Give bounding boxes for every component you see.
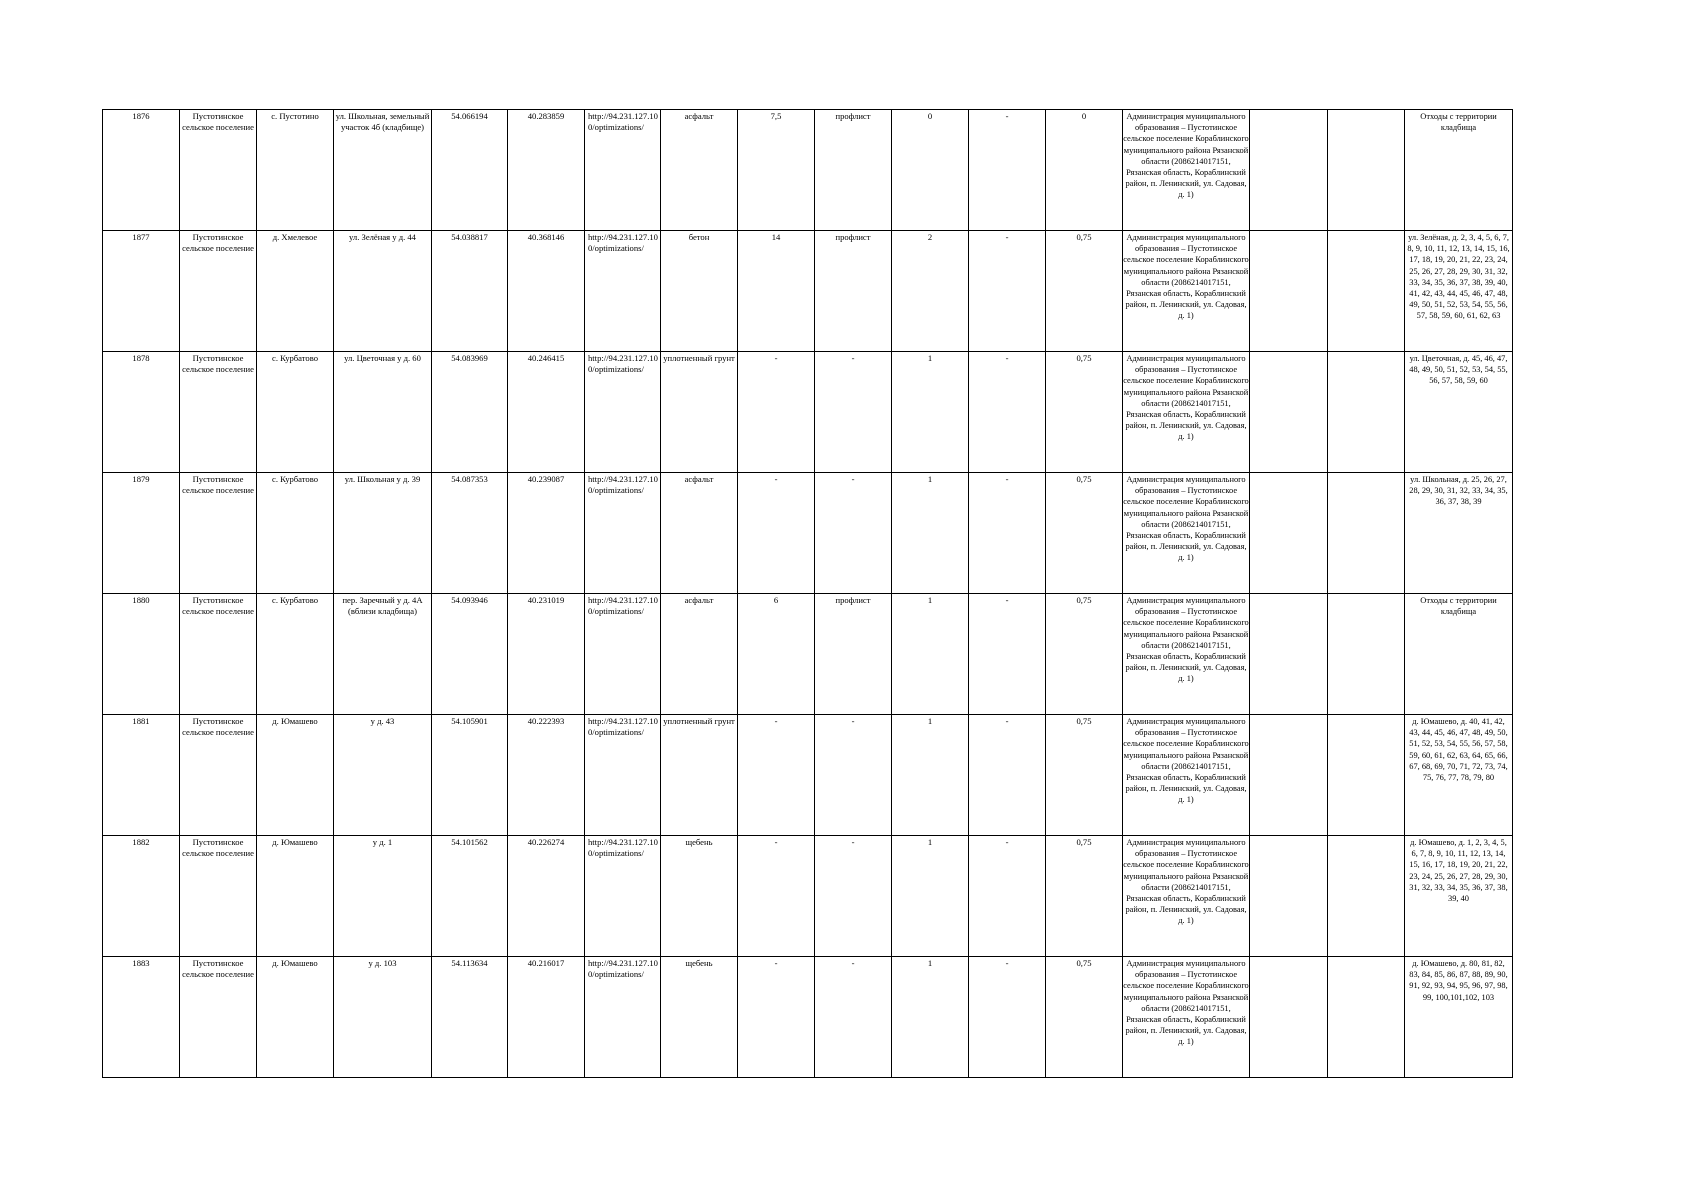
surface-cell: асфальт (661, 594, 738, 715)
locality-cell: д. Юмашево (257, 957, 334, 1078)
container-volume-cell: 0,75 (1046, 473, 1123, 594)
map-link-cell[interactable]: http://94.231.127.100/optimizations/ (585, 957, 661, 1078)
locality-cell: с. Курбатово (257, 352, 334, 473)
owner-admin-cell: Администрация муниципального образования – Пустотинское сельское поселение Кораблинского муниципального района Рязанской области (2086214017151, Рязанская область, Кораблинский район, п. Ленинский, ул. Садовая, д. 1) (1123, 110, 1250, 231)
fence-cell: - (815, 473, 892, 594)
settlement-cell: Пустотинское сельское поселение (180, 594, 257, 715)
settlement-cell: Пустотинское сельское поселение (180, 836, 257, 957)
latitude-cell: 54.083969 (432, 352, 508, 473)
row-number-cell: 1881 (103, 715, 180, 836)
latitude-cell: 54.093946 (432, 594, 508, 715)
owner-admin-cell: Администрация муниципального образования – Пустотинское сельское поселение Кораблинского муниципального района Рязанской области (2086214017151, Рязанская область, Кораблинский район, п. Ленинский, ул. Садовая, д. 1) (1123, 231, 1250, 352)
table-row (103, 715, 1513, 836)
dash-cell: - (969, 836, 1046, 957)
dash-cell: - (969, 231, 1046, 352)
settlement-cell: Пустотинское сельское поселение (180, 352, 257, 473)
empty-cell (1328, 110, 1405, 231)
area-cell: - (738, 957, 815, 1078)
dash-cell: - (969, 594, 1046, 715)
address-cell: ул. Цветочная у д. 60 (334, 352, 432, 473)
locality-cell: с. Курбатово (257, 594, 334, 715)
longitude-cell: 40.216017 (508, 957, 585, 1078)
locality-cell: с. Курбатово (257, 473, 334, 594)
locality-cell: д. Юмашево (257, 836, 334, 957)
map-link-cell[interactable]: http://94.231.127.100/optimizations/ (585, 715, 661, 836)
owner-admin-cell: Администрация муниципального образования – Пустотинское сельское поселение Кораблинского муниципального района Рязанской области (2086214017151, Рязанская область, Кораблинский район, п. Ленинский, ул. Садовая, д. 1) (1123, 957, 1250, 1078)
empty-cell (1250, 231, 1328, 352)
table-row (103, 957, 1513, 1078)
empty-cell (1250, 352, 1328, 473)
longitude-cell: 40.368146 (508, 231, 585, 352)
map-link-cell[interactable]: http://94.231.127.100/optimizations/ (585, 473, 661, 594)
dash-cell: - (969, 957, 1046, 1078)
map-link-cell[interactable]: http://94.231.127.100/optimizations/ (585, 836, 661, 957)
empty-cell (1250, 594, 1328, 715)
area-cell: - (738, 836, 815, 957)
address-cell: у д. 103 (334, 957, 432, 1078)
waste-sources-cell: ул. Цветочная, д. 45, 46, 47, 48, 49, 50, 51, 52, 53, 54, 55, 56, 57, 58, 59, 60 (1405, 352, 1513, 473)
empty-cell (1328, 231, 1405, 352)
area-cell: 14 (738, 231, 815, 352)
waste-sites-table (102, 109, 1513, 1078)
area-cell: 6 (738, 594, 815, 715)
waste-sources-cell: д. Юмашево, д. 80, 81, 82, 83, 84, 85, 86, 87, 88, 89, 90, 91, 92, 93, 94, 95, 96, 97, 98, 99, 100,101,102, 103 (1405, 957, 1513, 1078)
longitude-cell: 40.246415 (508, 352, 585, 473)
longitude-cell: 40.239087 (508, 473, 585, 594)
waste-sources-cell: д. Юмашево, д. 1, 2, 3, 4, 5, 6, 7, 8, 9, 10, 11, 12, 13, 14, 15, 16, 17, 18, 19, 20, 21, 22, 23, 24, 25, 26, 27, 28, 29, 30, 31, 32, 33, 34, 35, 36, 37, 38, 39, 40 (1405, 836, 1513, 957)
area-cell: - (738, 715, 815, 836)
surface-cell: уплотненный грунт (661, 352, 738, 473)
empty-cell (1328, 715, 1405, 836)
empty-cell (1328, 957, 1405, 1078)
container-count-cell: 1 (892, 715, 969, 836)
owner-admin-cell: Администрация муниципального образования – Пустотинское сельское поселение Кораблинского муниципального района Рязанской области (2086214017151, Рязанская область, Кораблинский район, п. Ленинский, ул. Садовая, д. 1) (1123, 715, 1250, 836)
area-cell: 7,5 (738, 110, 815, 231)
area-cell: - (738, 352, 815, 473)
fence-cell: профлист (815, 110, 892, 231)
row-number-cell: 1882 (103, 836, 180, 957)
surface-cell: асфальт (661, 473, 738, 594)
fence-cell: - (815, 352, 892, 473)
document-page (102, 109, 1513, 1078)
empty-cell (1328, 594, 1405, 715)
table-row (103, 594, 1513, 715)
container-count-cell: 1 (892, 594, 969, 715)
dash-cell: - (969, 110, 1046, 231)
row-number-cell: 1883 (103, 957, 180, 1078)
container-volume-cell: 0 (1046, 110, 1123, 231)
settlement-cell: Пустотинское сельское поселение (180, 473, 257, 594)
row-number-cell: 1880 (103, 594, 180, 715)
surface-cell: асфальт (661, 110, 738, 231)
longitude-cell: 40.283859 (508, 110, 585, 231)
latitude-cell: 54.101562 (432, 836, 508, 957)
owner-admin-cell: Администрация муниципального образования – Пустотинское сельское поселение Кораблинского муниципального района Рязанской области (2086214017151, Рязанская область, Кораблинский район, п. Ленинский, ул. Садовая, д. 1) (1123, 594, 1250, 715)
empty-cell (1250, 715, 1328, 836)
container-count-cell: 1 (892, 352, 969, 473)
empty-cell (1250, 836, 1328, 957)
container-volume-cell: 0,75 (1046, 231, 1123, 352)
map-link-cell[interactable]: http://94.231.127.100/optimizations/ (585, 594, 661, 715)
settlement-cell: Пустотинское сельское поселение (180, 957, 257, 1078)
latitude-cell: 54.113634 (432, 957, 508, 1078)
fence-cell: - (815, 836, 892, 957)
row-number-cell: 1878 (103, 352, 180, 473)
latitude-cell: 54.038817 (432, 231, 508, 352)
row-number-cell: 1877 (103, 231, 180, 352)
locality-cell: с. Пустотино (257, 110, 334, 231)
container-volume-cell: 0,75 (1046, 352, 1123, 473)
dash-cell: - (969, 715, 1046, 836)
container-volume-cell: 0,75 (1046, 594, 1123, 715)
latitude-cell: 54.105901 (432, 715, 508, 836)
empty-cell (1328, 352, 1405, 473)
owner-admin-cell: Администрация муниципального образования – Пустотинское сельское поселение Кораблинского муниципального района Рязанской области (2086214017151, Рязанская область, Кораблинский район, п. Ленинский, ул. Садовая, д. 1) (1123, 836, 1250, 957)
map-link-cell[interactable]: http://94.231.127.100/optimizations/ (585, 110, 661, 231)
waste-sources-cell: Отходы с территории кладбища (1405, 594, 1513, 715)
address-cell: ул. Школьная, земельный участок 4б (кладбище) (334, 110, 432, 231)
dash-cell: - (969, 352, 1046, 473)
address-cell: у д. 1 (334, 836, 432, 957)
fence-cell: профлист (815, 594, 892, 715)
container-count-cell: 2 (892, 231, 969, 352)
longitude-cell: 40.226274 (508, 836, 585, 957)
container-count-cell: 1 (892, 957, 969, 1078)
latitude-cell: 54.087353 (432, 473, 508, 594)
table-body (103, 110, 1513, 1078)
locality-cell: д. Юмашево (257, 715, 334, 836)
empty-cell (1250, 957, 1328, 1078)
table-row (103, 473, 1513, 594)
waste-sources-cell: ул. Школьная, д. 25, 26, 27, 28, 29, 30, 31, 32, 33, 34, 35, 36, 37, 38, 39 (1405, 473, 1513, 594)
address-cell: пер. Заречный у д. 4А (вблизи кладбища) (334, 594, 432, 715)
empty-cell (1250, 473, 1328, 594)
surface-cell: уплотненный грунт (661, 715, 738, 836)
container-volume-cell: 0,75 (1046, 836, 1123, 957)
map-link-cell[interactable]: http://94.231.127.100/optimizations/ (585, 352, 661, 473)
address-cell: ул. Школьная у д. 39 (334, 473, 432, 594)
settlement-cell: Пустотинское сельское поселение (180, 231, 257, 352)
row-number-cell: 1876 (103, 110, 180, 231)
row-number-cell: 1879 (103, 473, 180, 594)
settlement-cell: Пустотинское сельское поселение (180, 110, 257, 231)
latitude-cell: 54.066194 (432, 110, 508, 231)
address-cell: у д. 43 (334, 715, 432, 836)
empty-cell (1328, 473, 1405, 594)
longitude-cell: 40.231019 (508, 594, 585, 715)
container-volume-cell: 0,75 (1046, 715, 1123, 836)
empty-cell (1250, 110, 1328, 231)
settlement-cell: Пустотинское сельское поселение (180, 715, 257, 836)
owner-admin-cell: Администрация муниципального образования – Пустотинское сельское поселение Кораблинского муниципального района Рязанской области (2086214017151, Рязанская область, Кораблинский район, п. Ленинский, ул. Садовая, д. 1) (1123, 352, 1250, 473)
owner-admin-cell: Администрация муниципального образования – Пустотинское сельское поселение Кораблинского муниципального района Рязанской области (2086214017151, Рязанская область, Кораблинский район, п. Ленинский, ул. Садовая, д. 1) (1123, 473, 1250, 594)
surface-cell: бетон (661, 231, 738, 352)
container-count-cell: 1 (892, 473, 969, 594)
surface-cell: щебень (661, 957, 738, 1078)
surface-cell: щебень (661, 836, 738, 957)
map-link-cell[interactable]: http://94.231.127.100/optimizations/ (585, 231, 661, 352)
waste-sources-cell: ул. Зелёная, д. 2, 3, 4, 5, 6, 7, 8, 9, 10, 11, 12, 13, 14, 15, 16, 17, 18, 19, 20, 21, 22, 23, 24, 25, 26, 27, 28, 29, 30, 31, 32, 33, 34, 35, 36, 37, 38, 39, 40, 41, 42, 43, 44, 45, 46, 47, 48, 49, 50, 51, 52, 53, 54, 55, 56, 57, 58, 59, 60, 61, 62, 63 (1405, 231, 1513, 352)
table-row (103, 836, 1513, 957)
table-row (103, 352, 1513, 473)
fence-cell: - (815, 957, 892, 1078)
container-count-cell: 0 (892, 110, 969, 231)
table-row (103, 110, 1513, 231)
area-cell: - (738, 473, 815, 594)
fence-cell: - (815, 715, 892, 836)
waste-sources-cell: д. Юмашево, д. 40, 41, 42, 43, 44, 45, 46, 47, 48, 49, 50, 51, 52, 53, 54, 55, 56, 57, 58, 59, 60, 61, 62, 63, 64, 65, 66, 67, 68, 69, 70, 71, 72, 73, 74, 75, 76, 77, 78, 79, 80 (1405, 715, 1513, 836)
empty-cell (1328, 836, 1405, 957)
fence-cell: профлист (815, 231, 892, 352)
address-cell: ул. Зелёная у д. 44 (334, 231, 432, 352)
table-row (103, 231, 1513, 352)
waste-sources-cell: Отходы с территории кладбища (1405, 110, 1513, 231)
longitude-cell: 40.222393 (508, 715, 585, 836)
container-volume-cell: 0,75 (1046, 957, 1123, 1078)
locality-cell: д. Хмелевое (257, 231, 334, 352)
dash-cell: - (969, 473, 1046, 594)
container-count-cell: 1 (892, 836, 969, 957)
